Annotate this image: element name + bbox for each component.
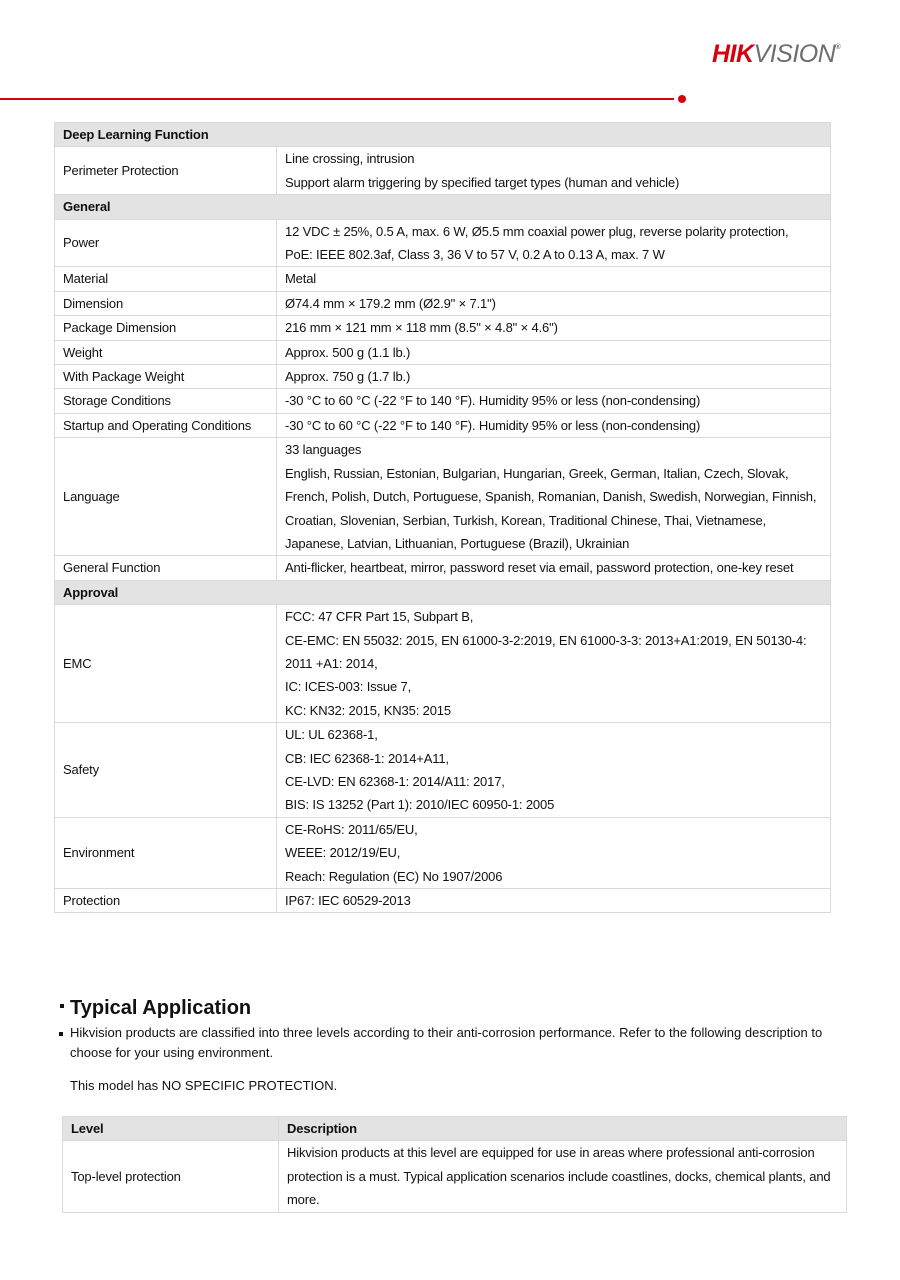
value-line: Line crossing, intrusion <box>285 151 415 167</box>
row-value <box>277 889 831 913</box>
header-level: Level <box>63 1117 279 1141</box>
hikvision-logo: HIKVISION® <box>712 40 840 68</box>
table-row <box>63 1141 847 1212</box>
table-row <box>55 316 831 340</box>
table-row <box>55 267 831 291</box>
row-label: Package Dimension <box>55 316 277 340</box>
row-value <box>277 340 831 364</box>
value-line: -30 °C to 60 °C (-22 °F to 140 °F). Humidity 95% or less (non-condensing) <box>285 393 701 409</box>
row-label: Material <box>55 267 277 291</box>
row-label: With Package Weight <box>55 365 277 389</box>
value-line: BIS: IS 13252 (Part 1): 2010/IEC 60950-1: 2005 <box>285 797 555 813</box>
table-row <box>55 889 831 913</box>
section-title: Deep Learning Function <box>55 123 831 147</box>
value-line: PoE: IEEE 802.3af, Class 3, 36 V to 57 V, 0.2 A to 0.13 A, max. 7 W <box>285 247 665 263</box>
value-line: 12 VDC ± 25%, 0.5 A, max. 6 W, Ø5.5 mm coaxial power plug, reverse polarity protection, <box>285 223 789 239</box>
value-line: FCC: 47 CFR Part 15, Subpart B, <box>285 609 474 625</box>
row-value <box>277 605 831 723</box>
row-label: Language <box>55 438 277 556</box>
header-divider <box>0 98 674 100</box>
row-value <box>277 556 831 580</box>
value-line: Support alarm triggering by specified target types (human and vehicle) <box>285 174 680 190</box>
value-line: Approx. 500 g (1.1 lb.) <box>285 344 411 360</box>
table-row <box>55 365 831 389</box>
section-header-row <box>55 123 831 147</box>
value-line: CB: IEC 62368-1: 2014+A11, <box>285 750 449 766</box>
row-label: Dimension <box>55 291 277 315</box>
table-row <box>55 219 831 267</box>
value-line: 33 languages <box>285 442 362 458</box>
value-line: WEEE: 2012/19/EU, <box>285 845 401 861</box>
table-row <box>55 340 831 364</box>
table-row <box>55 438 831 556</box>
row-value <box>277 817 831 888</box>
row-label: Protection <box>55 889 277 913</box>
row-value <box>277 291 831 315</box>
section-title: Approval <box>55 580 831 604</box>
table-row <box>55 413 831 437</box>
row-value <box>277 147 831 195</box>
value-line: IC: ICES-003: Issue 7, <box>285 679 412 695</box>
row-value <box>277 413 831 437</box>
bullet-icon <box>60 1004 64 1008</box>
section-heading: Typical Application <box>60 997 251 1020</box>
protection-level-table <box>62 1116 847 1213</box>
row-value <box>277 438 831 556</box>
table-row <box>55 817 831 888</box>
value-line: CE-LVD: EN 62368-1: 2014/A11: 2017, <box>285 773 505 789</box>
header-divider-dot <box>678 95 686 103</box>
value-line: Hikvision products at this level are equipped for use in areas where professional anti-corrosion protection is a must. Typical application scenarios include coastlines, docks, chemical plants, and more. <box>287 1145 831 1208</box>
value-line: English, Russian, Estonian, Bulgarian, Hungarian, Greek, German, Italian, Czech, Slovak, French, Polish, Dutch, Portuguese, Spanish, Romanian, Danish, Swedish, Norwegian, Finnish, Croatian, Slovenian, Serbian, Turkish, Korean, Traditional Chinese, Thai, Vietnamese, Japanese, Latvian, Lithuanian, Portuguese (Brazil), Ukrainian <box>285 465 817 551</box>
row-value <box>277 365 831 389</box>
value-line: Metal <box>285 271 317 287</box>
section-title: General <box>55 195 831 219</box>
table-row <box>55 723 831 818</box>
row-label: General Function <box>55 556 277 580</box>
spec-table <box>54 122 831 913</box>
table-row <box>55 605 831 723</box>
value-line: -30 °C to 60 °C (-22 °F to 140 °F). Humidity 95% or less (non-condensing) <box>285 417 701 433</box>
header-description: Description <box>279 1117 847 1141</box>
section-header-row <box>55 195 831 219</box>
row-label: Power <box>55 219 277 267</box>
value-line: Reach: Regulation (EC) No 1907/2006 <box>285 868 503 884</box>
value-line: Ø74.4 mm × 179.2 mm (Ø2.9" × 7.1") <box>285 295 496 311</box>
table-header-row <box>63 1117 847 1141</box>
row-label: Perimeter Protection <box>55 147 277 195</box>
value-line: IP67: IEC 60529-2013 <box>285 893 411 908</box>
row-value <box>277 316 831 340</box>
value-line: Approx. 750 g (1.7 lb.) <box>285 369 411 385</box>
value-line: 216 mm × 121 mm × 118 mm (8.5" × 4.8" × 4.6") <box>285 320 558 336</box>
row-label: Top-level protection <box>63 1141 279 1212</box>
value-line: Anti-flicker, heartbeat, mirror, password reset via email, password protection, one-key reset <box>285 560 794 576</box>
protection-note: This model has NO SPECIFIC PROTECTION. <box>70 1078 338 1093</box>
row-value <box>277 389 831 413</box>
row-value <box>277 723 831 818</box>
value-line: KC: KN32: 2015, KN35: 2015 <box>285 702 451 718</box>
table-row <box>55 291 831 315</box>
row-label: EMC <box>55 605 277 723</box>
row-value <box>277 219 831 267</box>
row-label: Startup and Operating Conditions <box>55 413 277 437</box>
value-line: CE-EMC: EN 55032: 2015, EN 61000-3-2:2019, EN 61000-3-3: 2013+A1:2019, EN 50130-4: 2011 +A1: 2014, <box>285 632 807 671</box>
table-row <box>55 556 831 580</box>
intro-paragraph: Hikvision products are classified into three levels according to their anti-corrosion performance. Refer to the following description to choose for your using environment. <box>70 1023 830 1063</box>
table-row <box>55 147 831 195</box>
value-line: UL: UL 62368-1, <box>285 727 378 743</box>
value-line: CE-RoHS: 2011/65/EU, <box>285 821 418 837</box>
row-value <box>279 1141 847 1212</box>
row-label: Environment <box>55 817 277 888</box>
row-value <box>277 267 831 291</box>
bullet-icon <box>59 1032 63 1036</box>
row-label: Weight <box>55 340 277 364</box>
table-row <box>55 389 831 413</box>
row-label: Safety <box>55 723 277 818</box>
section-header-row <box>55 580 831 604</box>
row-label: Storage Conditions <box>55 389 277 413</box>
